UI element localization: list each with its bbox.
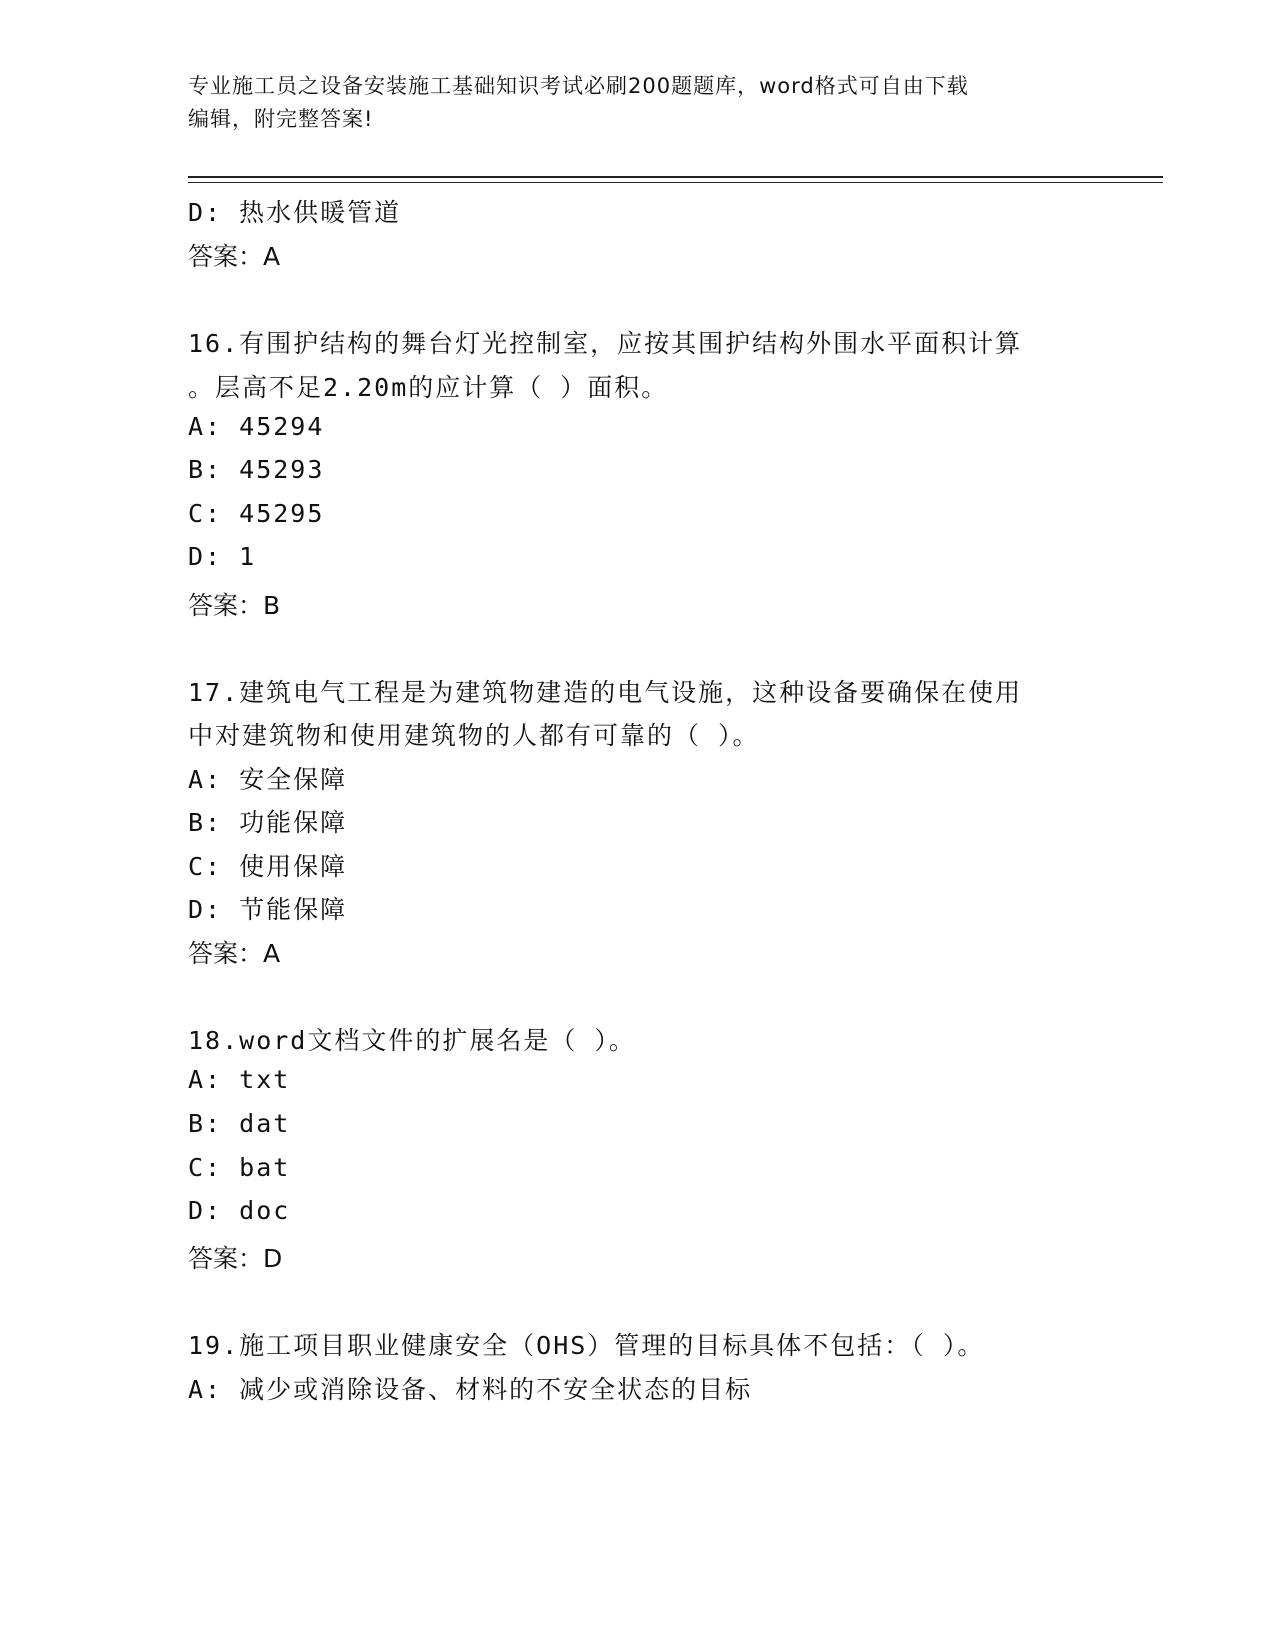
prev-option-d: D: 热水供暖管道: [188, 198, 402, 227]
q16-stem-line2: 。层高不足2.20m的应计算（ ）面积。: [188, 373, 669, 402]
q17-option-d: D: 节能保障: [188, 895, 348, 924]
q18-option-b: B: dat: [188, 1109, 291, 1138]
header-title-line2: 编辑，附完整答案!: [188, 107, 374, 131]
q17-option-b: B: 功能保障: [188, 808, 348, 837]
q17-option-a: A: 安全保障: [188, 765, 348, 794]
q17-stem-line1: 17.建筑电气工程是为建筑物建造的电气设施，这种设备要确保在使用: [188, 678, 1023, 707]
q17-option-c: C: 使用保障: [188, 852, 348, 881]
q18-option-d: D: doc: [188, 1196, 291, 1225]
q16-option-d: D: 1: [188, 542, 257, 571]
header-divider-thick: [188, 176, 1163, 178]
q19-stem-line1: 19.施工项目职业健康安全（OHS）管理的目标具体不包括：（ ）。: [188, 1331, 985, 1360]
q16-answer: 答案：B: [188, 591, 281, 620]
header-title-line1: 专业施工员之设备安装施工基础知识考试必刷200题题库，word格式可自由下载: [188, 74, 969, 98]
q16-stem-line1: 16.有围护结构的舞台灯光控制室，应按其围护结构外围水平面积计算: [188, 329, 1023, 358]
q18-answer: 答案：D: [188, 1244, 283, 1273]
q18-option-a: A: txt: [188, 1065, 291, 1094]
q17-stem-line2: 中对建筑物和使用建筑物的人都有可靠的（ ）。: [188, 721, 760, 750]
q18-option-c: C: bat: [188, 1153, 291, 1182]
q19-option-a: A: 减少或消除设备、材料的不安全状态的目标: [188, 1375, 753, 1404]
prev-answer: 答案：A: [188, 242, 281, 271]
q16-option-c: C: 45295: [188, 499, 325, 528]
document-header: [188, 70, 1068, 136]
q16-option-a: A: 45294: [188, 412, 325, 441]
q17-answer: 答案：A: [188, 939, 281, 968]
header-divider-thin: [188, 182, 1163, 183]
q16-option-b: B: 45293: [188, 455, 325, 484]
q18-stem-line1: 18.word文档文件的扩展名是（ ）。: [188, 1026, 636, 1055]
